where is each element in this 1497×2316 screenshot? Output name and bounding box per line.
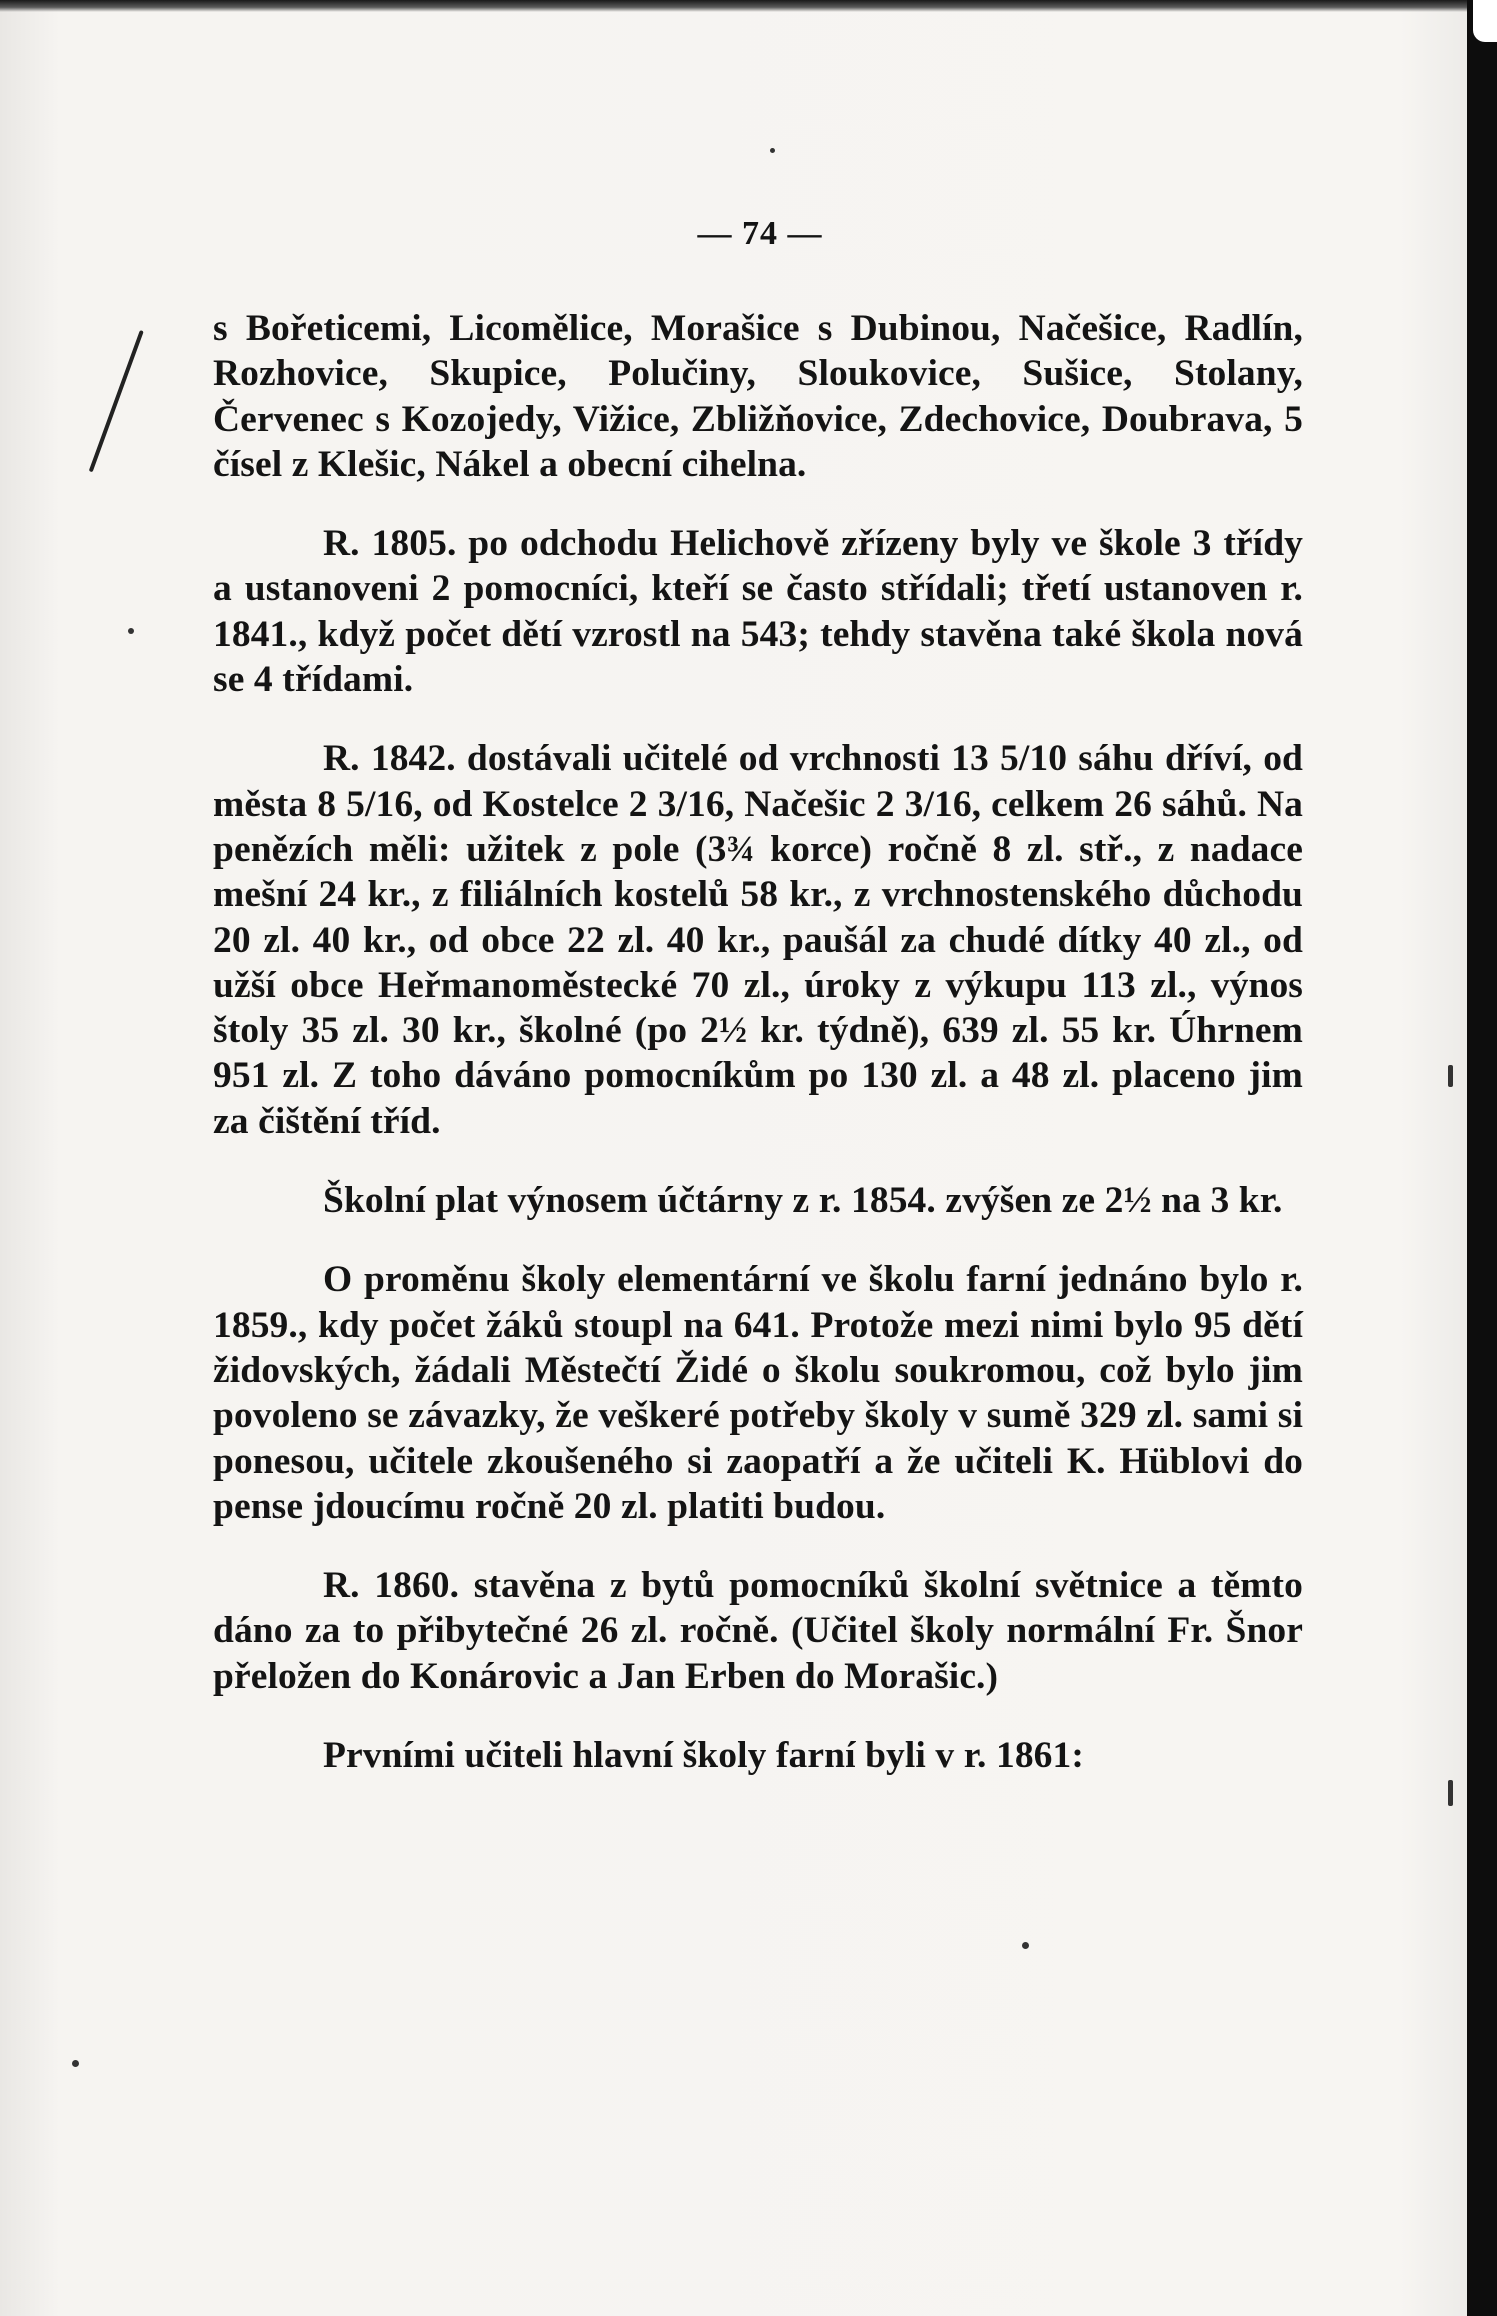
ink-speck: [72, 2060, 79, 2067]
paragraph-1842: R. 1842. dostávali učitelé od vrchnosti 13 5/10 sáhu dříví, od města 8 5/16, od Kostelce 2 3/16, Načešic 2 3/16, celkem 26 sáhů. Na penězích měli: užitek z pole (3¾ korce) ročně 8 zl. stř., z nadace mešní 24 kr., z filiálních kostelů 58 kr., z vrchnostenského důchodu 20 zl. 40 kr., od obce 22 zl. 40 kr., paušál za chudé dítky 40 zl., od užší obce Heřmanoměstecké 70 zl., úroky z výkupu 113 zl., výnos štoly 35 zl. 30 kr., školné (po 2½ kr. týdně), 639 zl. 55 kr. Úhrnem 951 zl. Z toho dáváno pomocníkům po 130 zl. a 48 zl. placeno jim za čištění tříd.: [213, 738, 1303, 1142]
page-number: — 74 —: [697, 215, 823, 252]
paragraph-1860: R. 1860. stavěna z bytů pomocníků školní světnice a těmto dáno za to přibytečné 26 zl. ročně. (Učitel školy normální Fr. Šnor přeložen do Konárovic a Jan Erben do Morašic.): [213, 1565, 1303, 1697]
ink-speck: [770, 148, 775, 153]
right-scan-border: [1467, 0, 1497, 2316]
paragraph-1854: Školní plat výnosem účtárny z r. 1854. zvýšen ze 2½ na 3 kr.: [323, 1180, 1283, 1222]
ink-speck: [1448, 1780, 1453, 1806]
paragraph-1861: Prvními učiteli hlavní školy farní byli v r. 1861:: [323, 1735, 1084, 1777]
margin-pencil-mark: [89, 330, 144, 472]
ink-speck: [1448, 1065, 1453, 1087]
paragraph-1859: O proměnu školy elementární ve školu farní jednáno bylo r. 1859., kdy počet žáků stoupl na 641. Protože mezi nimi bylo 95 dětí židovských, žádali Městečtí Židé o školu soukromou, což bylo jim povoleno se závazky, že veškeré potřeby školy v sumě 329 zl. sami si ponesou, učitele zkoušeného si zaopatří a že učiteli K. Hüblovi do pense jdoucímu ročně 20 zl. platiti budou.: [213, 1259, 1303, 1527]
top-scan-edge: [0, 0, 1497, 12]
ink-speck: [1022, 1942, 1029, 1949]
right-border-notch: [1473, 0, 1497, 42]
paragraph-1805: R. 1805. po odchodu Helichově zřízeny byly ve škole 3 třídy a ustanoveni 2 pomocníci, kteří se často střídali; třetí ustanoven r. 1841., když počet dětí vzrostl na 543; tehdy stavěna také škola nová se 4 třídami.: [213, 523, 1303, 701]
body-text: [213, 306, 1303, 1778]
ink-speck: [128, 628, 134, 634]
paragraph-villages: s Bořeticemi, Licomělice, Morašice s Dubinou, Načešice, Radlín, Rozhovice, Skupice, Polučiny, Sloukovice, Sušice, Stolany, Červenec s Kozojedy, Vižice, Zbližňovice, Zdechovice, Doubrava, 5 čísel z Klešic, Nákel a obecní cihelna.: [213, 308, 1303, 485]
